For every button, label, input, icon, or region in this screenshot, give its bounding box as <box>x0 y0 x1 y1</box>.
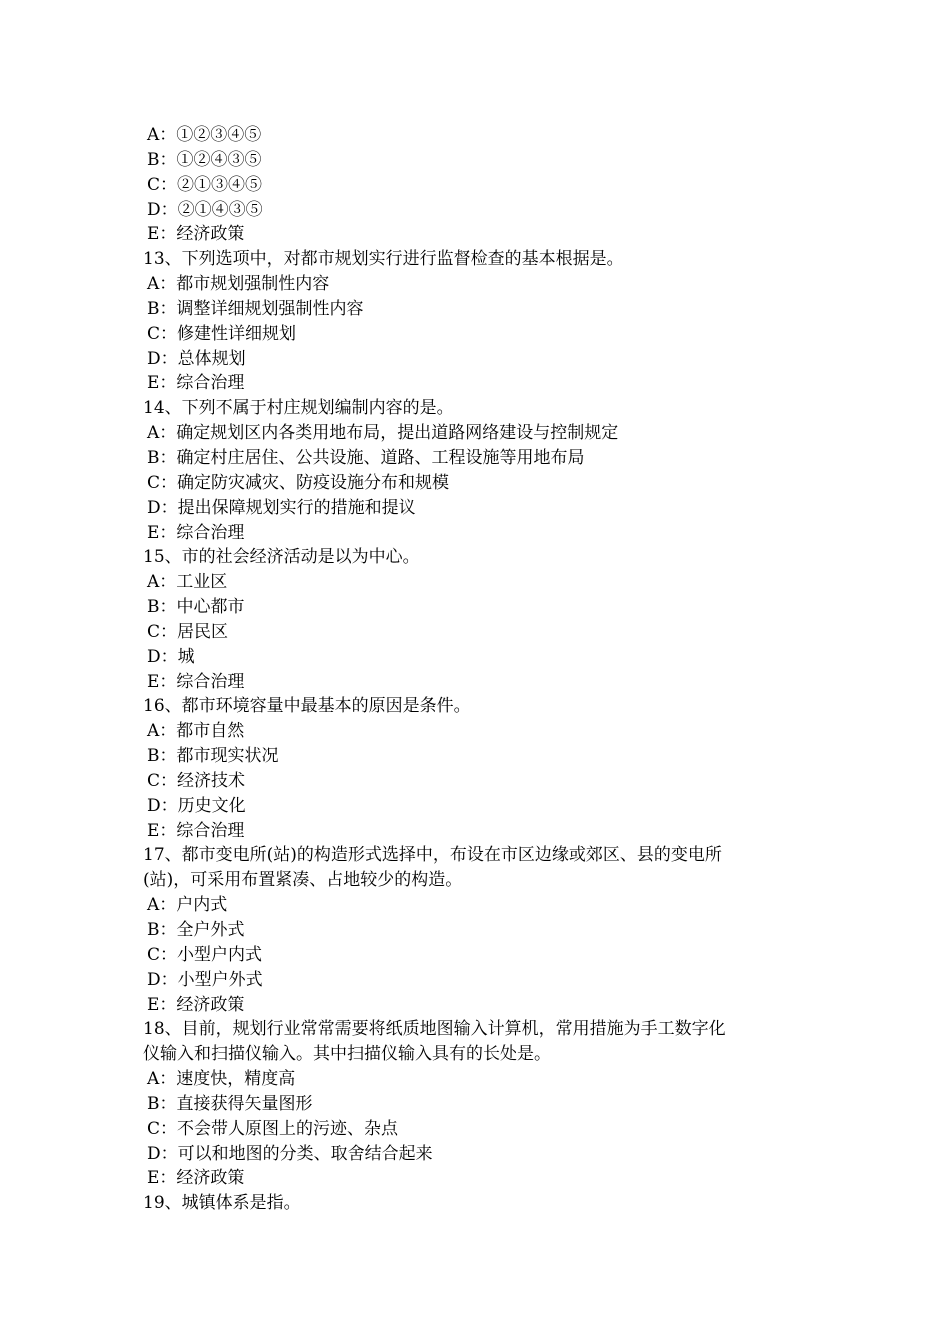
answer-option-line: B：①②④③⑤ <box>147 149 262 170</box>
answer-option-line: E：综合治理 <box>147 522 245 543</box>
answer-option-line: A：①②③④⑤ <box>147 125 262 145</box>
answer-option-line: D：小型户外式 <box>147 969 263 990</box>
answer-option-line: D：总体规划 <box>147 348 246 369</box>
answer-option-line: A：都市自然 <box>147 721 245 742</box>
question-text-line: 16、都市环境容量中最基本的原因是条件。 <box>143 696 471 717</box>
answer-option-line: A：速度快，精度高 <box>147 1069 296 1090</box>
answer-option-line: D：城 <box>147 646 195 667</box>
answer-option-line: C：居民区 <box>147 621 229 642</box>
answer-option-line: B：中心都市 <box>147 597 245 618</box>
answer-option-line: B：直接获得矢量图形 <box>147 1093 313 1114</box>
answer-option-line: B：全户外式 <box>147 920 245 940</box>
answer-option-line: E：综合治理 <box>147 820 245 841</box>
answer-option-line: C：不会带人原图上的污迹、杂点 <box>147 1118 399 1139</box>
answer-option-line: B：调整详细规划强制性内容 <box>147 298 364 319</box>
answer-option-line: E：经济政策 <box>147 994 245 1015</box>
question-text-line: 18、目前，规划行业常常需要将纸质地图输入计算机，常用措施为手工数字化 <box>143 1019 726 1040</box>
answer-option-line: D：可以和地图的分类、取舍结合起来 <box>147 1143 433 1164</box>
answer-option-line: E：经济政策 <box>147 1168 245 1189</box>
answer-option-line: E：综合治理 <box>147 671 245 692</box>
question-text-line: 13、下列选项中，对都市规划实行进行监督检查的基本根据是。 <box>143 249 624 270</box>
question-text-line: 17、都市变电所(站)的构造形式选择中，布设在市区边缘或郊区、县的变电所 <box>143 845 722 866</box>
document-body <box>143 123 813 1216</box>
answer-option-line: B：都市现实状况 <box>147 746 279 767</box>
answer-option-line: C：确定防灾减灾、防疫设施分布和规模 <box>147 472 450 493</box>
answer-option-line: A：户内式 <box>147 895 228 916</box>
answer-option-line: C：修建性详细规划 <box>147 323 297 344</box>
answer-option-line: B：确定村庄居住、公共设施、道路、工程设施等用地布局 <box>147 447 585 468</box>
answer-option-line: D：提出保障规划实行的措施和提议 <box>147 497 416 518</box>
answer-option-line: A：都市规划强制性内容 <box>147 274 330 295</box>
question-text-line: 19、城镇体系是指。 <box>143 1193 301 1214</box>
answer-option-line: E：经济政策 <box>147 224 245 245</box>
question-text-line: 14、下列不属于村庄规划编制内容的是。 <box>143 398 454 419</box>
answer-option-line: C：②①③④⑤ <box>147 174 263 195</box>
answer-option-line: E：综合治理 <box>147 373 245 394</box>
answer-option-line: C：经济技术 <box>147 770 246 791</box>
answer-option-line: C：小型户内式 <box>147 944 263 965</box>
answer-option-line: A：确定规划区内各类用地布局，提出道路网络建设与控制规定 <box>147 423 619 444</box>
question-text-line: 15、市的社会经济活动是以为中心。 <box>143 547 420 568</box>
answer-option-line: A：工业区 <box>147 572 228 593</box>
question-text-line: 仪输入和扫描仪输入。其中扫描仪输入具有的长处是。 <box>143 1044 551 1065</box>
answer-option-line: D：历史文化 <box>147 795 246 816</box>
question-text-line: (站)，可采用布置紧凑、占地较少的构造。 <box>143 870 463 891</box>
answer-option-line: D：②①④③⑤ <box>147 199 263 220</box>
